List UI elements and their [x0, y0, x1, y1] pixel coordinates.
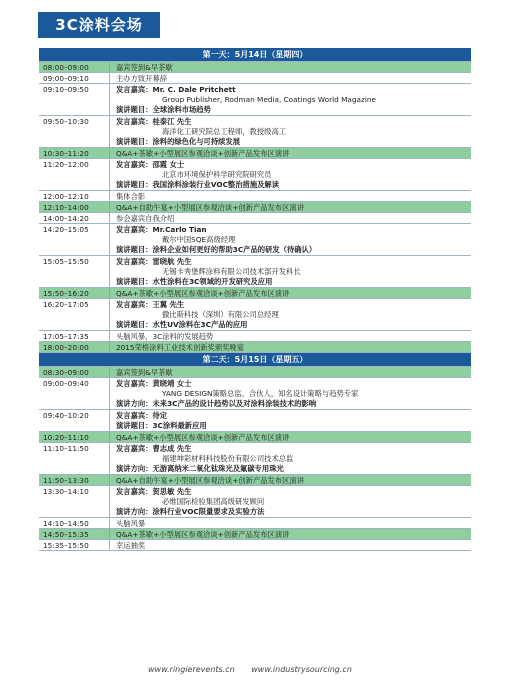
day-header: 第二天：5月15日（星期五） [39, 353, 471, 367]
day-header: 第一天：5月14日（星期四） [39, 48, 471, 62]
content-cell [110, 191, 471, 201]
speaker-line [116, 160, 471, 170]
session-title: 主办方致开幕辞 [116, 74, 168, 83]
topic-label: 演讲方向： [116, 399, 153, 408]
schedule-row [39, 540, 471, 551]
session-title: Q&A+茶歇+小型展区参观洽谈+创新产品发布区演讲 [116, 289, 290, 298]
topic-label: 演讲题目： [116, 137, 153, 146]
schedule-row [39, 191, 471, 202]
session-title: 嘉宾签到&早茶歇 [116, 63, 173, 72]
topic-line [116, 277, 471, 287]
topic-line [116, 507, 471, 517]
time-cell: 16:20–17:05 [39, 299, 110, 330]
schedule-row [39, 443, 471, 475]
time-cell: 15:35–15:50 [39, 540, 110, 550]
content-cell [110, 529, 471, 539]
topic-label: 演讲方向： [116, 464, 153, 473]
time-cell: 18:00–20:00 [39, 342, 110, 352]
time-cell: 08:30–09:00 [39, 367, 110, 377]
speaker-affiliation: YANG DESIGN策略总监、合伙人，知名设计策略与趋势专家 [162, 389, 359, 398]
schedule-row [39, 299, 471, 331]
time-cell: 14:10–14:50 [39, 518, 110, 528]
time-cell: 14:00–14:20 [39, 213, 110, 223]
speaker-name: 邵霞 女士 [152, 160, 185, 169]
session-title: 幸运抽奖 [116, 541, 146, 550]
content-cell [110, 486, 471, 517]
speaker-name: 黄晓靖 女士 [152, 379, 192, 388]
speaker-label: 发言嘉宾： [116, 160, 153, 169]
speaker-affiliation: 海洋化工研究院总工程师，教授级高工 [162, 127, 287, 136]
time-cell: 09:00–09:10 [39, 73, 110, 83]
schedule-row [39, 213, 471, 224]
session-title: 头脑风暴 [116, 519, 146, 528]
talk-topic: 无游离纳米二氧化钛珠光及氟碳专用珠光 [152, 464, 284, 473]
talk-topic: 涂料企业如何更好的帮助3C产品的研发（待确认） [152, 245, 317, 254]
speaker-name: 曹志成 先生 [152, 444, 192, 453]
time-cell: 09:50–10:30 [39, 116, 110, 147]
topic-line [116, 137, 471, 147]
speaker-affiliation: 撒比斯科技（深圳）有限公司总经理 [162, 310, 279, 319]
topic-label: 演讲题目： [116, 180, 153, 189]
time-cell: 12:00–12:10 [39, 191, 110, 201]
content-cell [110, 331, 471, 341]
topic-line [116, 421, 471, 431]
talk-topic: 未来3C产品的设计趋势以及对涂料涂装技术的影响 [152, 399, 317, 408]
speaker-name: 待定 [152, 411, 168, 420]
topic-label: 演讲方向： [116, 507, 153, 516]
time-cell: 15:50–16:20 [39, 288, 110, 298]
schedule-row [39, 410, 471, 432]
speaker-name: 桂泰江 先生 [152, 117, 192, 126]
speaker-line [116, 85, 471, 95]
session-title: 2015荣格涂料工业技术创新奖颁奖晚宴 [116, 343, 245, 352]
footer-link[interactable]: www.industrysourcing.cn [251, 665, 352, 674]
talk-topic: 涂料行业VOC限量要求及实验方法 [152, 507, 265, 516]
talk-topic: 水性涂料在3C领域的开发研究及应用 [152, 277, 273, 286]
topic-label: 演讲题目： [116, 320, 153, 329]
topic-line [116, 105, 471, 115]
content-cell [110, 299, 471, 330]
schedule-row [39, 159, 471, 191]
footer [148, 665, 366, 674]
content-cell [110, 256, 471, 287]
session-title: 集体合影 [116, 192, 146, 201]
schedule-row [39, 84, 471, 116]
session-title: Q&A+自助午宴+小型展区参观洽谈+创新产品发布区演讲 [116, 203, 304, 212]
content-cell [110, 367, 471, 377]
time-cell: 13:30–14:10 [39, 486, 110, 517]
page-title: 3C涂料会场 [38, 12, 160, 38]
topic-label: 演讲题目： [116, 421, 153, 430]
session-title: 头脑风暴，3C涂料的发展趋势 [116, 332, 214, 341]
time-cell: 12:10–14:00 [39, 202, 110, 212]
topic-label: 演讲题目： [116, 245, 153, 254]
speaker-label: 发言嘉宾： [116, 300, 153, 309]
talk-topic: 我国涂料涂装行业VOC整治措施及解读 [152, 180, 280, 189]
time-cell: 08:00–09:00 [39, 62, 110, 72]
session-title: Q&A+茶歇+小型展区参观洽谈+创新产品发布区演讲 [116, 433, 290, 442]
session-title: Q&A+自助午宴+小型展区参观洽谈+创新产品发布区演讲 [116, 476, 304, 485]
schedule-row [39, 342, 471, 353]
speaker-label: 发言嘉宾： [116, 487, 153, 496]
content-cell [110, 432, 471, 442]
speaker-affiliation: Group Publisher, Rodman Media, Coatings World Magazine [162, 95, 376, 104]
speaker-name: 雷晓航 先生 [152, 257, 192, 266]
speaker-line [116, 487, 471, 497]
talk-topic: 水性UV涂料在3C产品的应用 [152, 320, 248, 329]
speaker-label: 发言嘉宾： [116, 411, 153, 420]
schedule-row [39, 518, 471, 529]
schedule-row [39, 529, 471, 540]
content-cell [110, 116, 471, 147]
topic-line [116, 180, 471, 190]
content-cell [110, 288, 471, 298]
time-cell: 10:20–11:10 [39, 432, 110, 442]
session-title: 参会嘉宾自我介绍 [116, 214, 175, 223]
content-cell [110, 410, 471, 431]
schedule-row [39, 148, 471, 159]
speaker-affiliation: 北京市环境保护科学研究院研究员 [162, 170, 272, 179]
speaker-label: 发言嘉宾： [116, 117, 153, 126]
content-cell [110, 213, 471, 223]
time-cell: 14:50–15:35 [39, 529, 110, 539]
time-cell: 17:05–17:35 [39, 331, 110, 341]
talk-topic: 全球涂料市场趋势 [152, 105, 211, 114]
time-cell: 09:00–09:40 [39, 378, 110, 409]
schedule-row [39, 202, 471, 213]
content-cell [110, 540, 471, 550]
talk-topic: 涂料的绿色化与可持续发展 [152, 137, 241, 146]
speaker-name: Mr.Carlo Tian [152, 225, 207, 234]
schedule-row [39, 378, 471, 410]
content-cell [110, 518, 471, 528]
content-cell [110, 342, 471, 352]
schedule-row [39, 486, 471, 518]
session-title: Q&A+茶歇+小型展区参观洽谈+创新产品发布区演讲 [116, 530, 290, 539]
topic-line [116, 245, 471, 255]
speaker-line [116, 379, 471, 389]
schedule-row [39, 367, 471, 378]
schedule-row [39, 432, 471, 443]
session-title: Q&A+茶歇+小型展区参观洽谈+创新产品发布区演讲 [116, 149, 290, 158]
schedule-row [39, 475, 471, 486]
topic-label: 演讲题目： [116, 105, 153, 114]
speaker-line [116, 300, 471, 310]
schedule-row [39, 288, 471, 299]
content-cell [110, 62, 471, 72]
topic-line [116, 399, 471, 409]
schedule-row [39, 73, 471, 84]
footer-link[interactable]: www.ringierevents.cn [148, 665, 235, 674]
speaker-label: 发言嘉宾： [116, 379, 153, 388]
speaker-affiliation: 必维国际检验集团高级研发顾问 [162, 497, 265, 506]
content-cell [110, 202, 471, 212]
speaker-line [116, 411, 471, 421]
content-cell [110, 73, 471, 83]
schedule-row [39, 224, 471, 256]
schedule-row [39, 256, 471, 288]
topic-label: 演讲题目： [116, 277, 153, 286]
talk-topic: 3C涂料最新应用 [152, 421, 207, 430]
content-cell [110, 148, 471, 158]
speaker-affiliation: 无锡卡秀堡辉涂料有限公司技术部开发科长 [162, 267, 301, 276]
content-cell [110, 378, 471, 409]
speaker-line [116, 444, 471, 454]
speaker-name: 王翼 先生 [152, 300, 185, 309]
content-cell [110, 475, 471, 485]
schedule-table [39, 48, 471, 551]
speaker-line [116, 225, 471, 235]
content-cell [110, 224, 471, 255]
topic-line [116, 320, 471, 330]
time-cell: 11:50–13:30 [39, 475, 110, 485]
content-cell [110, 443, 471, 474]
session-title: 嘉宾签到&早茶歇 [116, 368, 173, 377]
speaker-label: 发言嘉宾： [116, 225, 153, 234]
schedule-row [39, 331, 471, 342]
schedule-row [39, 116, 471, 148]
time-cell: 14:20–15:05 [39, 224, 110, 255]
time-cell: 11:20–12:00 [39, 159, 110, 190]
time-cell: 15:05–15:50 [39, 256, 110, 287]
topic-line [116, 464, 471, 474]
speaker-label: 发言嘉宾： [116, 257, 153, 266]
time-cell: 11:10–11:50 [39, 443, 110, 474]
time-cell: 09:10–09:50 [39, 84, 110, 115]
time-cell: 09:40–10:20 [39, 410, 110, 431]
speaker-affiliation: 戴尔中国SQE高级经理 [162, 235, 236, 244]
speaker-name: 贺思敏 先生 [152, 487, 192, 496]
day1-rows [39, 62, 471, 353]
speaker-label: 发言嘉宾： [116, 444, 153, 453]
day2-rows [39, 367, 471, 551]
speaker-line [116, 117, 471, 127]
speaker-affiliation: 福建坤彩材料科技股份有限公司技术总监 [162, 454, 294, 463]
speaker-name: Mr. C. Dale Pritchett [152, 85, 236, 94]
speaker-line [116, 257, 471, 267]
content-cell [110, 84, 471, 115]
schedule-row [39, 62, 471, 73]
content-cell [110, 159, 471, 190]
speaker-label: 发言嘉宾： [116, 85, 153, 94]
time-cell: 10:30–11:20 [39, 148, 110, 158]
